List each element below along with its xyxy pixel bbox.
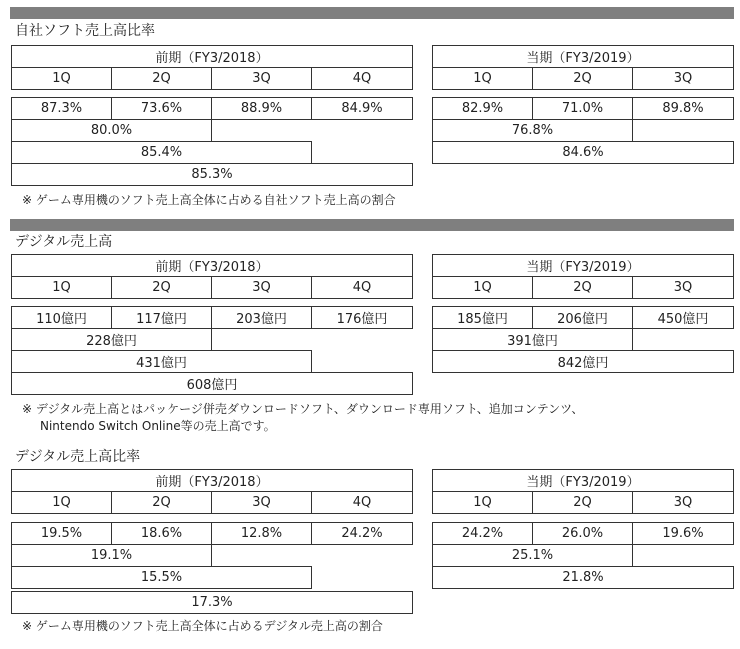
- prev-quarter-4q: 4Q: [311, 276, 413, 299]
- prev-quarter-1q: 1Q: [11, 276, 112, 299]
- prev-value-2q: 18.6%: [111, 522, 212, 545]
- prev-cumulative-2q: 19.1%: [11, 544, 212, 567]
- prev-cumulative-4q: 17.3%: [11, 591, 413, 614]
- curr-year-header: 当期（FY3/2019）: [432, 45, 734, 68]
- prev-cumulative-2q: 228億円: [11, 328, 212, 351]
- curr-quarter-3q: 3Q: [632, 491, 734, 514]
- footnote-line-1: ※ デジタル売上高とはパッケージ併売ダウンロードソフト、ダウンロード専用ソフト、追加コンテンツ、: [22, 402, 584, 416]
- curr-cumulative-3q: 84.6%: [432, 141, 734, 164]
- curr-cumulative-3q: 21.8%: [432, 566, 734, 589]
- prev-quarter-3q: 3Q: [211, 67, 312, 90]
- prev-quarter-2q: 2Q: [111, 67, 212, 90]
- curr-value-3q: 450億円: [632, 306, 734, 329]
- curr-quarter-1q: 1Q: [432, 67, 533, 90]
- prev-value-1q: 110億円: [11, 306, 112, 329]
- prev-value-4q: 176億円: [311, 306, 413, 329]
- prev-value-1q: 19.5%: [11, 522, 112, 545]
- prev-quarter-3q: 3Q: [211, 276, 312, 299]
- prev-value-4q: 84.9%: [311, 97, 413, 120]
- curr-value-2q: 206億円: [532, 306, 633, 329]
- prev-cumulative-3q: 85.4%: [11, 141, 312, 164]
- section-title-own-software-ratio: 自社ソフト売上高比率: [15, 23, 155, 39]
- prev-quarter-1q: 1Q: [11, 67, 112, 90]
- prev-value-3q: 12.8%: [211, 522, 312, 545]
- curr-cumulative-2q: 76.8%: [432, 119, 633, 142]
- prev-value-3q: 88.9%: [211, 97, 312, 120]
- curr-quarter-1q: 1Q: [432, 276, 533, 299]
- curr-value-1q: 185億円: [432, 306, 533, 329]
- curr-cumulative-3q: 842億円: [432, 350, 734, 373]
- curr-cumulative-2q: 25.1%: [432, 544, 633, 567]
- curr-quarter-3q: 3Q: [632, 67, 734, 90]
- curr-quarter-3q: 3Q: [632, 276, 734, 299]
- prev-cumulative-3q: 15.5%: [11, 566, 312, 589]
- prev-quarter-2q: 2Q: [111, 276, 212, 299]
- prev-quarter-3q: 3Q: [211, 491, 312, 514]
- prev-cumulative-4q: 608億円: [11, 372, 413, 395]
- prev-cumulative-3q: 431億円: [11, 350, 312, 373]
- curr-value-1q: 82.9%: [432, 97, 533, 120]
- prev-year-header: 前期（FY3/2018）: [11, 45, 413, 68]
- section-divider-bar: [10, 219, 734, 231]
- prev-quarter-4q: 4Q: [311, 67, 413, 90]
- prev-cumulative-4q: 85.3%: [11, 163, 413, 186]
- curr-quarter-1q: 1Q: [432, 491, 533, 514]
- curr-value-3q: 19.6%: [632, 522, 734, 545]
- prev-quarter-4q: 4Q: [311, 491, 413, 514]
- footnote: ※ ゲーム専用機のソフト売上高全体に占める自社ソフト売上高の割合: [22, 193, 396, 207]
- curr-value-2q: 71.0%: [532, 97, 633, 120]
- prev-quarter-1q: 1Q: [11, 491, 112, 514]
- section-title-digital-sales: デジタル売上高: [15, 234, 113, 250]
- section-divider-bar: [10, 7, 734, 19]
- curr-quarter-2q: 2Q: [532, 67, 633, 90]
- curr-quarter-2q: 2Q: [532, 491, 633, 514]
- curr-quarter-2q: 2Q: [532, 276, 633, 299]
- curr-year-header: 当期（FY3/2019）: [432, 254, 734, 277]
- prev-value-1q: 87.3%: [11, 97, 112, 120]
- prev-year-header: 前期（FY3/2018）: [11, 254, 413, 277]
- prev-value-3q: 203億円: [211, 306, 312, 329]
- prev-year-header: 前期（FY3/2018）: [11, 469, 413, 492]
- prev-value-2q: 73.6%: [111, 97, 212, 120]
- curr-value-2q: 26.0%: [532, 522, 633, 545]
- curr-year-header: 当期（FY3/2019）: [432, 469, 734, 492]
- prev-cumulative-2q: 80.0%: [11, 119, 212, 142]
- curr-value-1q: 24.2%: [432, 522, 533, 545]
- prev-value-2q: 117億円: [111, 306, 212, 329]
- curr-value-3q: 89.8%: [632, 97, 734, 120]
- section-title-digital-sales-ratio: デジタル売上高比率: [15, 449, 141, 465]
- prev-quarter-2q: 2Q: [111, 491, 212, 514]
- prev-value-4q: 24.2%: [311, 522, 413, 545]
- curr-cumulative-2q: 391億円: [432, 328, 633, 351]
- footnote: ※ ゲーム専用機のソフト売上高全体に占めるデジタル売上高の割合: [22, 619, 383, 633]
- footnote-line-2: Nintendo Switch Online等の売上高です。: [40, 419, 276, 433]
